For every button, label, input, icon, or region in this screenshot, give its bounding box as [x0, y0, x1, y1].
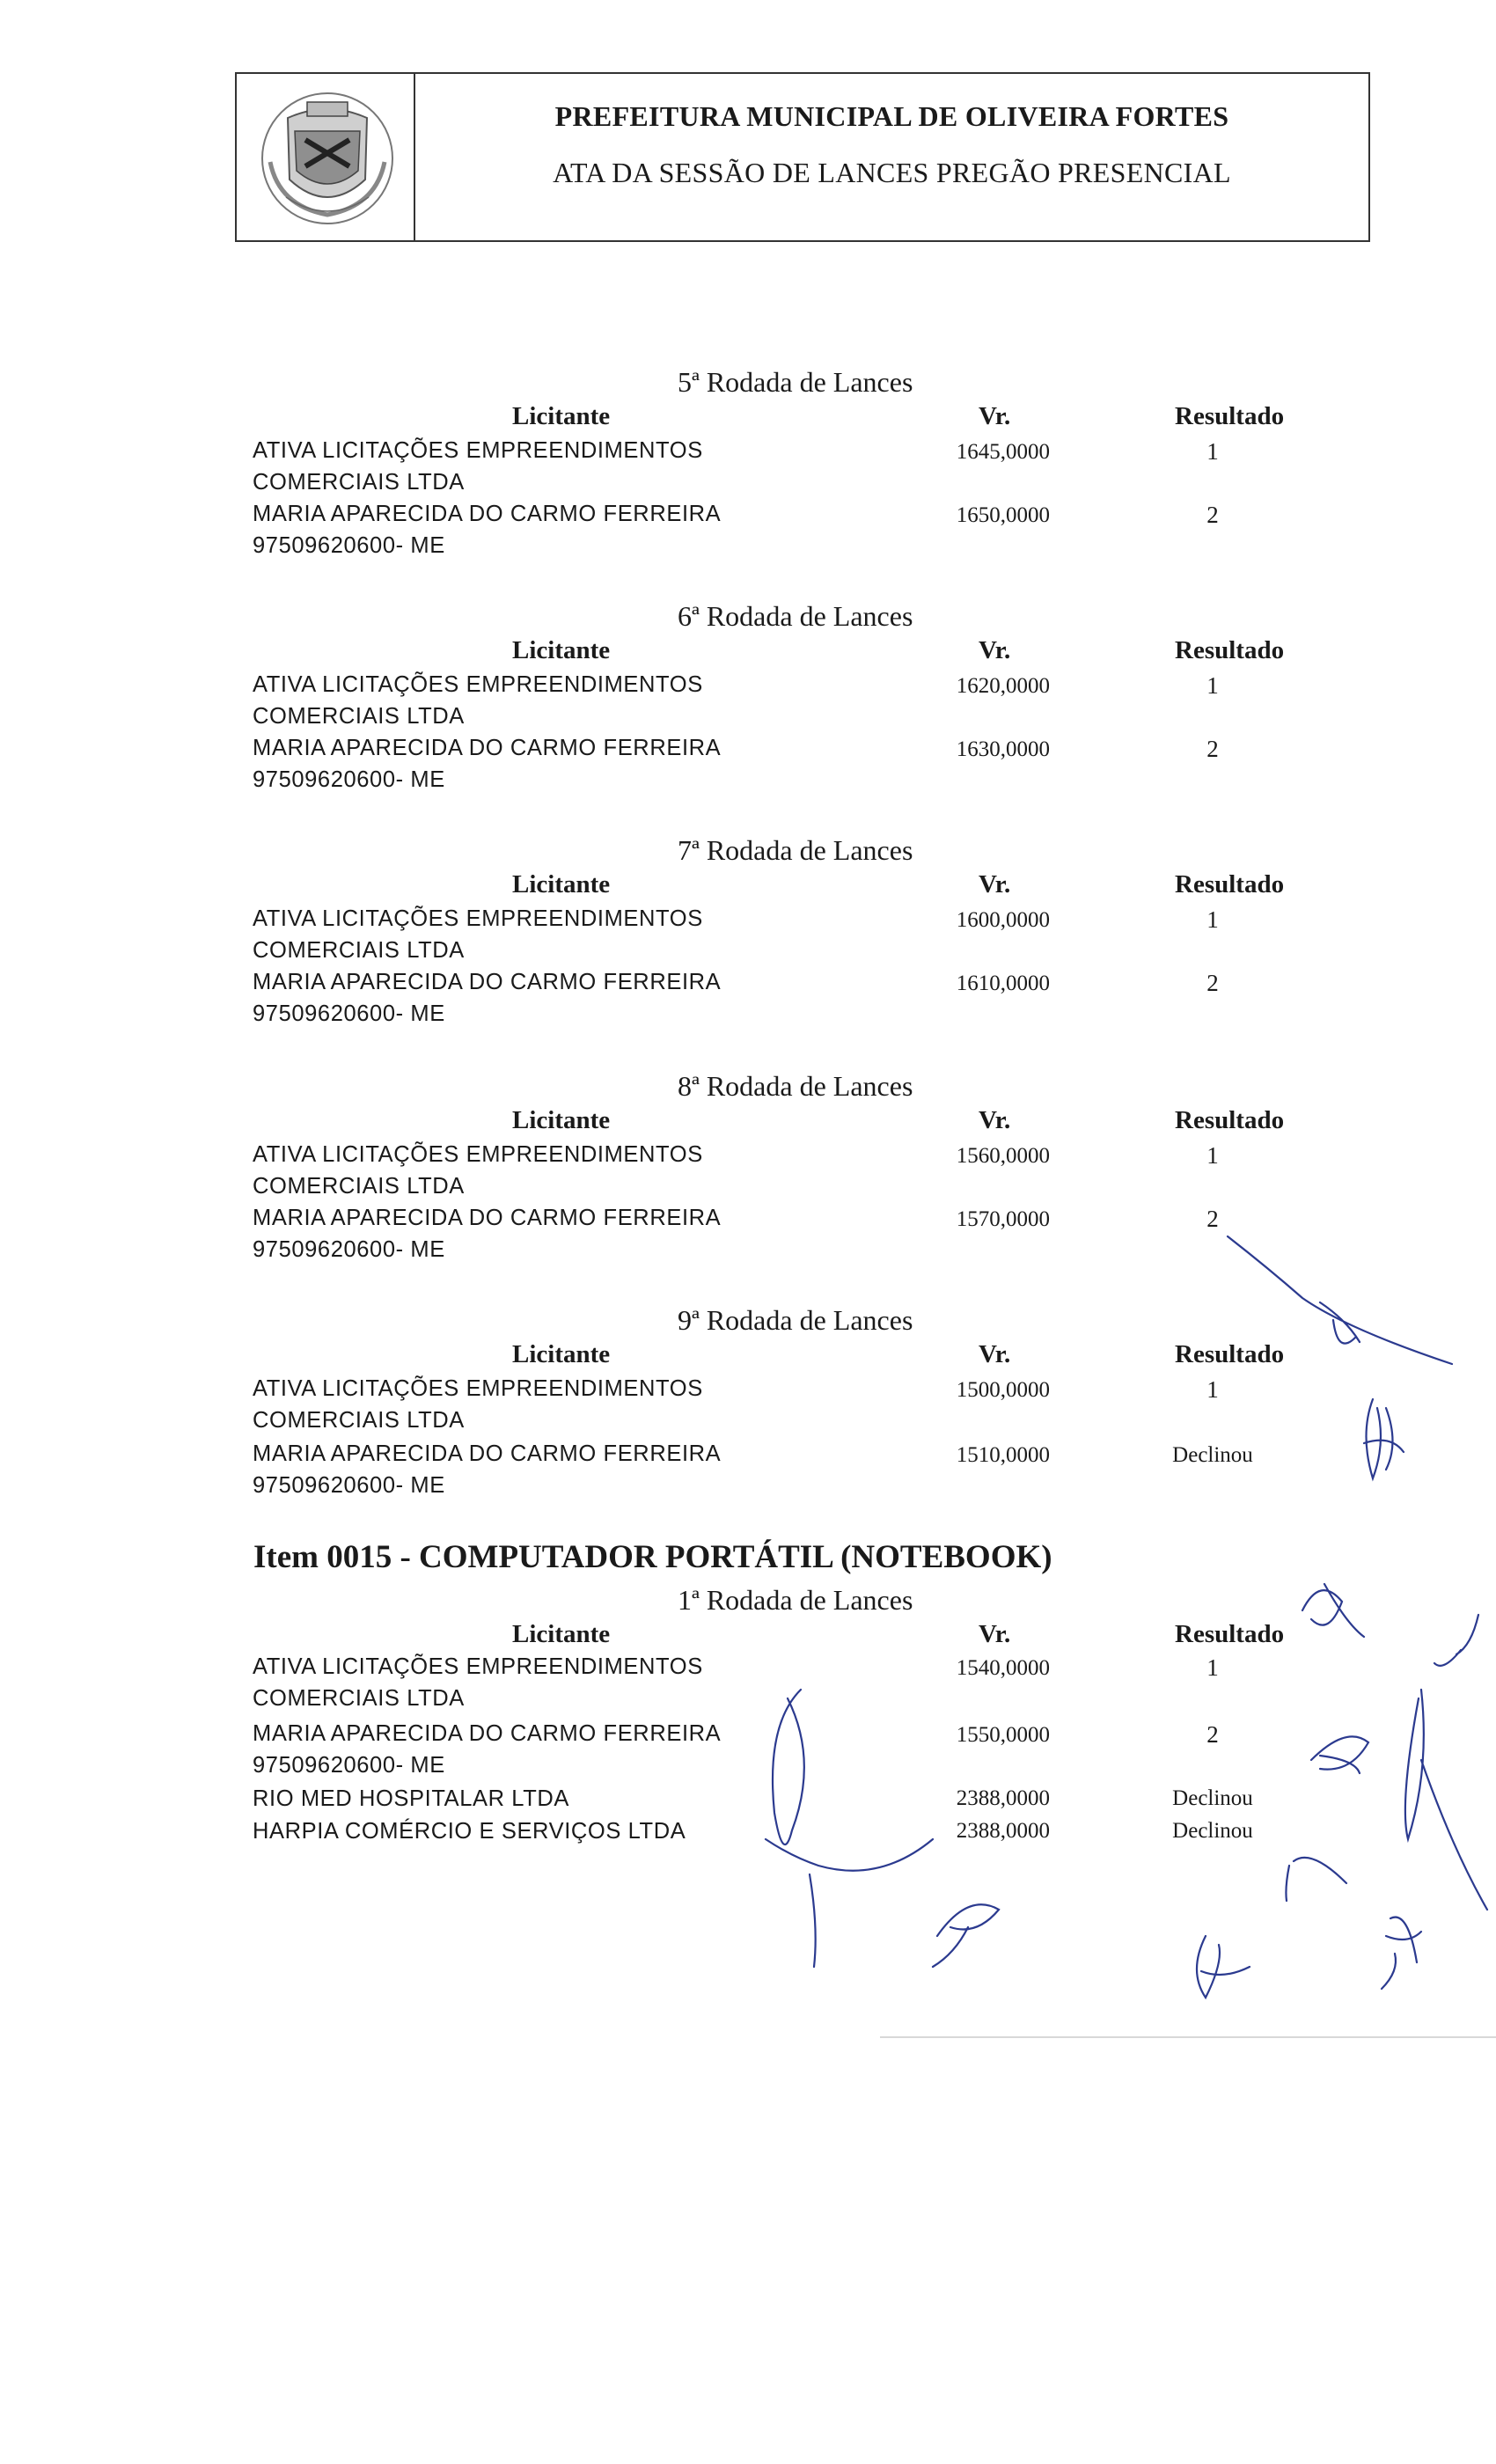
column-header-bidder: Licitante: [512, 1620, 611, 1648]
page-title: PREFEITURA MUNICIPAL DE OLIVEIRA FORTES: [554, 100, 1229, 132]
bidder-id: 97509620600- ME: [253, 767, 445, 792]
bidder-name-cont: COMERCIAIS LTDA: [253, 1686, 465, 1711]
bidder-id: 97509620600- ME: [253, 1001, 445, 1026]
column-header-value: Vr.: [979, 1340, 1011, 1368]
bidder-name: MARIA APARECIDA DO CARMO FERREIRA: [253, 736, 722, 760]
bidder-name-cont: COMERCIAIS LTDA: [253, 938, 465, 963]
bid-value: 1570,0000: [956, 1207, 1050, 1231]
bidder-name: MARIA APARECIDA DO CARMO FERREIRA: [253, 970, 722, 994]
bidder-name-cont: COMERCIAIS LTDA: [253, 704, 465, 729]
column-header-result: Resultado: [1175, 1106, 1285, 1134]
coat-of-arms-icon: [253, 83, 402, 234]
bid-value: 1510,0000: [956, 1443, 1050, 1467]
bid-value: 1550,0000: [956, 1723, 1050, 1747]
bid-value: 1600,0000: [956, 908, 1050, 932]
bid-value: 1620,0000: [956, 674, 1050, 698]
round-title: 6ª Rodada de Lances: [678, 600, 913, 632]
bidder-name: ATIVA LICITAÇÕES EMPREENDIMENTOS: [253, 1376, 703, 1401]
bidder-name: HARPIA COMÉRCIO E SERVIÇOS LTDA: [253, 1819, 686, 1844]
bidder-name-cont: COMERCIAIS LTDA: [253, 1174, 465, 1199]
signature-mark: [1286, 1858, 1346, 1901]
bidder-name: ATIVA LICITAÇÕES EMPREENDIMENTOS: [253, 438, 703, 463]
document-header: [235, 72, 1370, 242]
round-title: 5ª Rodada de Lances: [678, 366, 913, 398]
item-heading: Item 0015 - COMPUTADOR PORTÁTIL (NOTEBOOK): [253, 1539, 1052, 1575]
bid-result: Declinou: [1172, 1443, 1253, 1467]
column-header-value: Vr.: [979, 636, 1011, 664]
bid-result: 1: [1206, 906, 1219, 933]
bidder-name: MARIA APARECIDA DO CARMO FERREIRA: [253, 502, 722, 526]
round-title: 9ª Rodada de Lances: [678, 1304, 913, 1336]
bidder-name: ATIVA LICITAÇÕES EMPREENDIMENTOS: [253, 672, 703, 697]
column-header-result: Resultado: [1175, 870, 1285, 898]
bid-result: 2: [1206, 736, 1219, 762]
round-title: 7ª Rodada de Lances: [678, 834, 913, 866]
bidder-name: MARIA APARECIDA DO CARMO FERREIRA: [253, 1721, 722, 1746]
municipal-seal: [237, 74, 415, 240]
bidder-name: ATIVA LICITAÇÕES EMPREENDIMENTOS: [253, 1142, 703, 1167]
column-header-value: Vr.: [979, 402, 1011, 430]
bid-result: 1: [1206, 1376, 1219, 1403]
bidder-id: 97509620600- ME: [253, 1237, 445, 1262]
bid-value: 1540,0000: [956, 1656, 1050, 1680]
bid-result: 2: [1206, 1206, 1219, 1232]
column-header-bidder: Licitante: [512, 1340, 611, 1368]
page-subtitle: ATA DA SESSÃO DE LANCES PREGÃO PRESENCIAL: [553, 157, 1231, 188]
bid-value: 1500,0000: [956, 1378, 1050, 1402]
bid-round: [0, 600, 1496, 829]
bid-value: 2388,0000: [956, 1819, 1050, 1843]
bidder-name: ATIVA LICITAÇÕES EMPREENDIMENTOS: [253, 906, 703, 931]
bid-value: 1610,0000: [956, 972, 1050, 995]
bid-result: 2: [1206, 1721, 1219, 1748]
bid-result: 1: [1206, 438, 1219, 465]
bid-result: 1: [1206, 672, 1219, 699]
bid-value: 1650,0000: [956, 503, 1050, 527]
bid-round: [0, 1584, 1496, 1848]
bid-round: [0, 1304, 1496, 1533]
column-header-value: Vr.: [979, 1106, 1011, 1134]
column-header-bidder: Licitante: [512, 402, 611, 430]
bid-round: [0, 366, 1496, 595]
bid-round: [0, 1070, 1496, 1299]
bidder-name: ATIVA LICITAÇÕES EMPREENDIMENTOS: [253, 1654, 703, 1679]
bid-result: 1: [1206, 1142, 1219, 1169]
bid-result: 1: [1206, 1654, 1219, 1681]
signature-mark: [933, 1904, 999, 1967]
column-header-result: Resultado: [1175, 636, 1285, 664]
signature-mark: [1197, 1936, 1250, 1998]
bidder-id: 97509620600- ME: [253, 533, 445, 558]
bid-value: 1630,0000: [956, 737, 1050, 761]
bid-value: 1645,0000: [956, 440, 1050, 464]
column-header-bidder: Licitante: [512, 870, 611, 898]
bid-result: 2: [1206, 970, 1219, 996]
column-header-bidder: Licitante: [512, 636, 611, 664]
column-header-value: Vr.: [979, 870, 1011, 898]
round-title: 8ª Rodada de Lances: [678, 1070, 913, 1102]
column-header-result: Resultado: [1175, 1340, 1285, 1368]
bidder-name: RIO MED HOSPITALAR LTDA: [253, 1786, 569, 1811]
bidder-name: MARIA APARECIDA DO CARMO FERREIRA: [253, 1441, 722, 1466]
bidder-name-cont: COMERCIAIS LTDA: [253, 470, 465, 495]
bid-value: 2388,0000: [956, 1786, 1050, 1810]
bid-value: 1560,0000: [956, 1144, 1050, 1168]
bid-result: 2: [1206, 502, 1219, 528]
bid-result: Declinou: [1172, 1786, 1253, 1810]
bidder-name-cont: COMERCIAIS LTDA: [253, 1408, 465, 1433]
bidder-name: MARIA APARECIDA DO CARMO FERREIRA: [253, 1206, 722, 1230]
column-header-result: Resultado: [1175, 1620, 1285, 1648]
column-header-bidder: Licitante: [512, 1106, 611, 1134]
bidder-id: 97509620600- ME: [253, 1473, 445, 1498]
bid-result: Declinou: [1172, 1819, 1253, 1843]
column-header-result: Resultado: [1175, 402, 1285, 430]
round-title: 1ª Rodada de Lances: [678, 1584, 913, 1616]
signature-mark: [1382, 1918, 1421, 1989]
bidder-id: 97509620600- ME: [253, 1753, 445, 1778]
column-header-value: Vr.: [979, 1620, 1011, 1648]
bid-round: [0, 834, 1496, 1063]
